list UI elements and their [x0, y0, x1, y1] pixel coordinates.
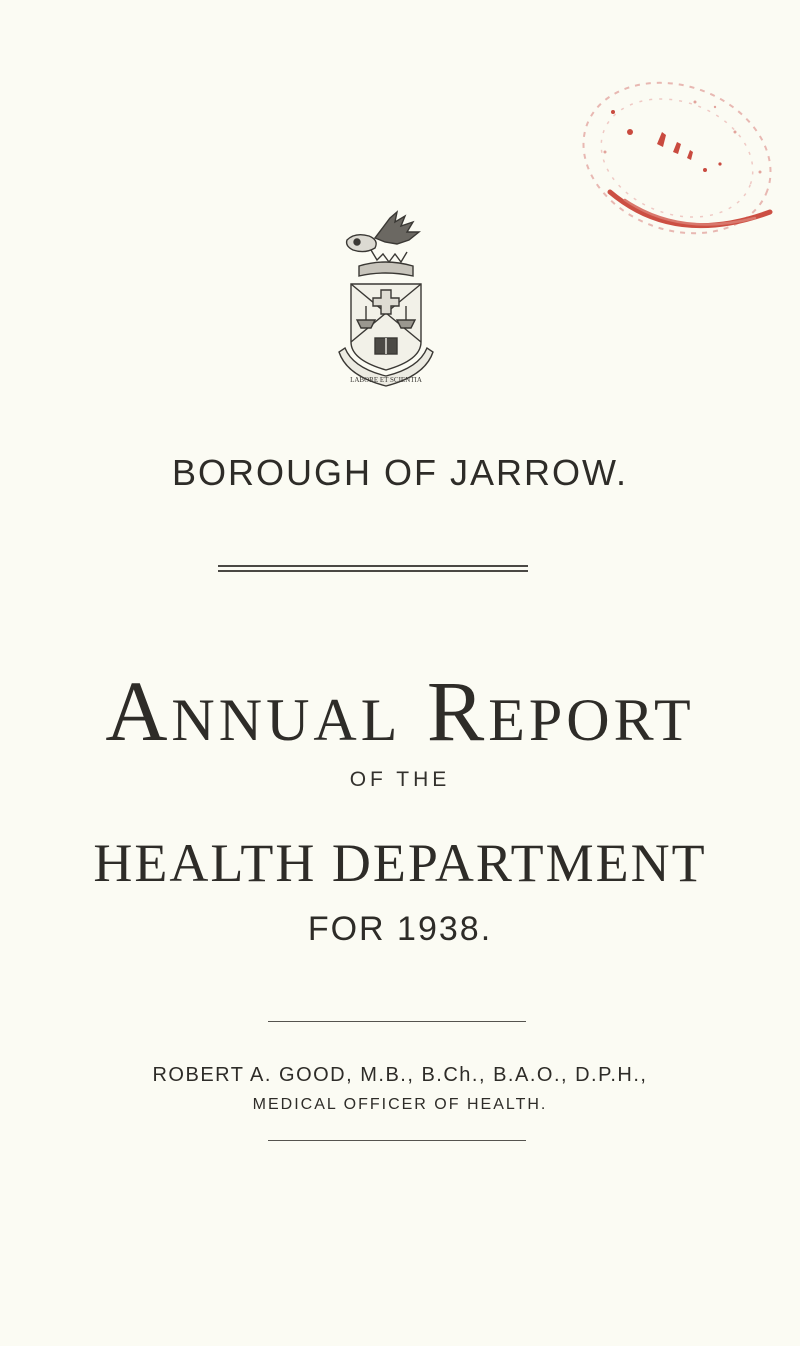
divider-bottom [268, 1140, 526, 1141]
double-divider [218, 565, 528, 577]
red-library-stamp-icon [565, 72, 785, 247]
divider-top [268, 1021, 526, 1022]
department-title: HEALTH DEPARTMENT [93, 833, 707, 893]
report-year: FOR 1938. [307, 910, 493, 948]
report-title: Annual Report [105, 663, 695, 759]
borough-coat-of-arms-icon [335, 210, 435, 395]
svg-text:LABORE ET SCIENTIA: LABORE ET SCIENTIA [350, 376, 422, 384]
borough-title: BOROUGH OF JARROW. [171, 452, 628, 493]
author-name: ROBERT A. GOOD, M.B., B.Ch., B.A.O., D.P.H., [152, 1064, 648, 1086]
subtitle-of-the: OF THE [349, 768, 451, 791]
author-role: MEDICAL OFFICER OF HEALTH. [252, 1096, 548, 1113]
